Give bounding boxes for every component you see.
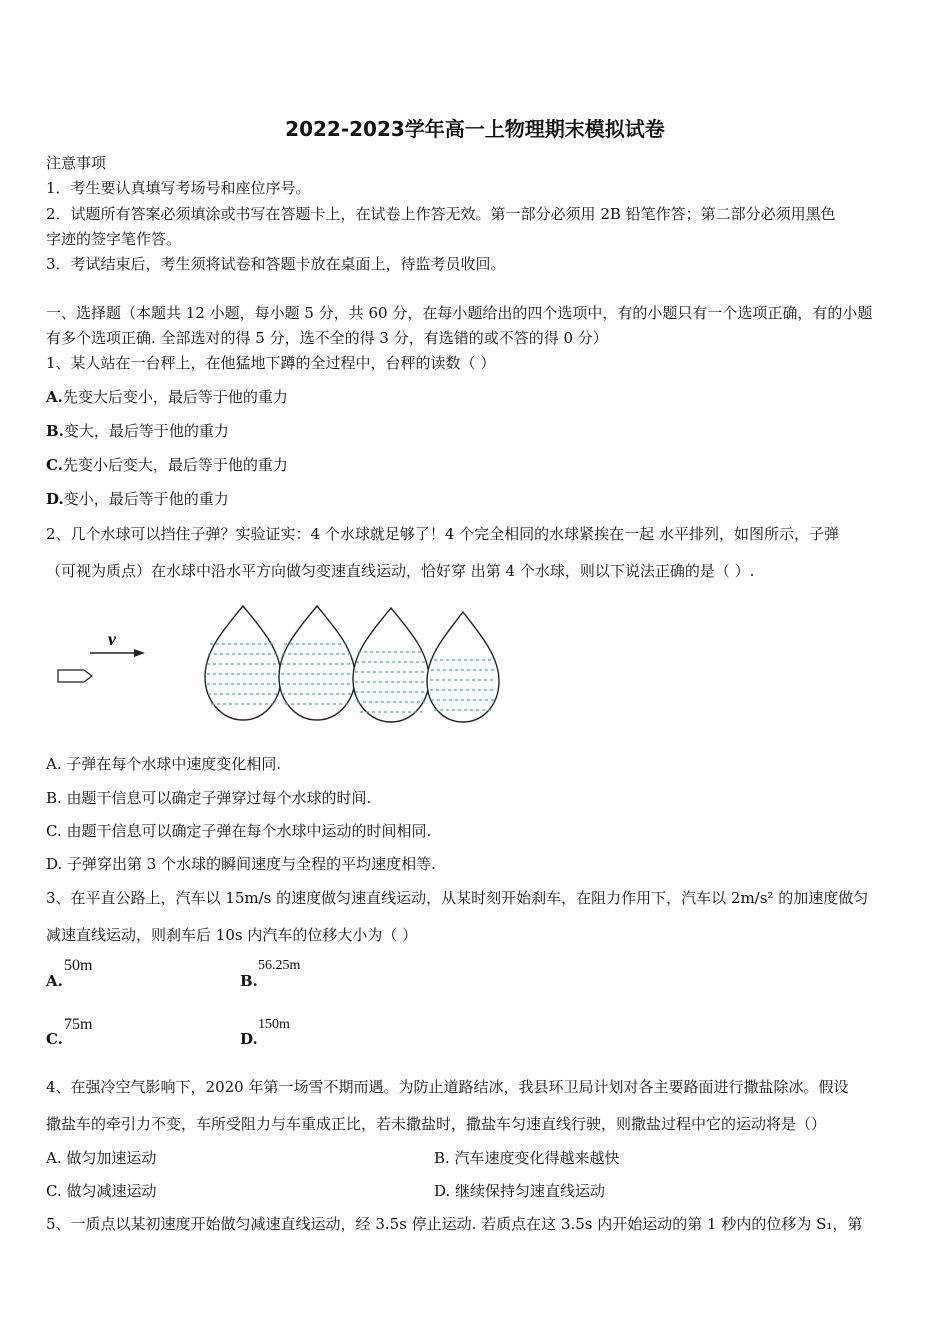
option-letter: A.: [46, 388, 63, 406]
option-letter: C.: [46, 456, 63, 474]
q3-option-d-value: 150m: [258, 1017, 290, 1032]
section-intro: 有多个选项正确. 全部选对的得 5 分，选不全的得 3 分，有选错的或不答的得 0 分）: [46, 329, 608, 347]
notice-heading: 注意事项: [46, 154, 107, 172]
option-letter: D.: [46, 490, 64, 508]
notice-item: 3．考试结束后，考生须将试卷和答题卡放在桌面上，待监考员收回。: [46, 255, 506, 273]
option-text: 先变大后变小，最后等于他的重力: [62, 388, 288, 406]
q1-option-b: [46, 420, 229, 441]
option-text: 先变小后变大，最后等于他的重力: [62, 456, 288, 474]
water-balls-figure: [50, 600, 520, 730]
velocity-arrowhead: [134, 649, 145, 657]
section-intro: 一、选择题（本题共 12 小题，每小题 5 分，共 60 分，在每小题给出的四个选项中，有的小题只有一个选项正确，有的小题: [46, 304, 873, 322]
q3-option-c-value: 75m: [64, 1016, 93, 1033]
q2-option-a: A. 子弹在每个水球中速度变化相同.: [46, 755, 282, 773]
bullet-shape: [58, 670, 92, 682]
q3-option-d-letter: D.: [240, 1030, 258, 1048]
question-1-stem: 1、某人站在一台秤上，在他猛地下蹲的全过程中，台秤的读数（ ）: [46, 354, 496, 372]
water-drop-1: [205, 606, 281, 720]
velocity-label: v: [108, 629, 116, 649]
q4-option-d: D. 继续保持匀速直线运动: [434, 1182, 606, 1200]
option-text: 变大，最后等于他的重力: [63, 422, 229, 440]
q1-option-d: [46, 488, 229, 509]
option-letter: B.: [46, 422, 64, 440]
question-3-stem: 减速直线运动，则刹车后 10s 内汽车的位移大小为（ ）: [46, 926, 418, 944]
notice-item: 1．考生要认真填写考场号和座位序号。: [46, 179, 311, 197]
q2-option-d: D. 子弹穿出第 3 个水球的瞬间速度与全程的平均速度相等.: [46, 855, 436, 873]
water-drop-4: [427, 612, 499, 722]
notice-item: 字迹的签字笔作答。: [46, 230, 182, 248]
q3-option-b-value: 56.25m: [258, 958, 301, 973]
q4-option-b: B. 汽车速度变化得越来越快: [434, 1149, 620, 1167]
question-4-stem: 4、在强冷空气影响下，2020 年第一场雪不期而遇。为防止道路结冰，我县环卫局计划对各主要路面进行撒盐除冰。假设: [46, 1078, 849, 1096]
q4-option-c: C. 做匀减速运动: [46, 1182, 157, 1200]
q2-option-c: C. 由题干信息可以确定子弹在每个水球中运动的时间相同.: [46, 822, 432, 840]
option-text: 变小，最后等于他的重力: [63, 490, 229, 508]
page-title: 2022-2023学年高一上物理期末模拟试卷: [285, 117, 665, 141]
question-5-stem: 5、一质点以某初速度开始做匀减速直线运动，经 3.5s 停止运动. 若质点在这 3.5s 内开始运动的第 1 秒内的位移为 S₁，第: [46, 1215, 863, 1233]
water-drop-3: [353, 608, 429, 722]
q1-option-c: [46, 454, 288, 475]
q1-option-a: [46, 386, 288, 407]
q3-option-a-value: 50m: [64, 957, 93, 974]
water-drop-2: [279, 606, 355, 720]
question-4-stem: 撒盐车的牵引力不变，车所受阻力与车重成正比，若未撒盐时，撒盐车匀速直线行驶，则撒盐过程中它的运动将是（）: [46, 1115, 827, 1133]
q3-option-a-letter: A.: [46, 972, 63, 990]
q3-option-c-letter: C.: [46, 1030, 63, 1048]
q4-option-a: A. 做匀加速运动: [46, 1149, 157, 1167]
q2-option-b: B. 由题干信息可以确定子弹穿过每个水球的时间.: [46, 789, 372, 807]
question-2-stem: 2、几个水球可以挡住子弹？实验证实：4 个水球就足够了！4 个完全相同的水球紧挨在一起 水平排列，如图所示，子弹: [46, 525, 839, 543]
question-2-stem: （可视为质点）在水球中沿水平方向做匀变速直线运动，恰好穿 出第 4 个水球，则以下说法正确的是（ ）.: [46, 562, 755, 580]
notice-item: 2．试题所有答案必须填涂或书写在答题卡上，在试卷上作答无效。第一部分必须用 2B 铅笔作答；第二部分必须用黑色: [46, 205, 836, 223]
question-3-stem: 3、在平直公路上，汽车以 15m/s 的速度做匀速直线运动，从某时刻开始刹车，在阻力作用下，汽车以 2m/s² 的加速度做匀: [46, 889, 869, 907]
q3-option-b-letter: B.: [240, 972, 258, 990]
